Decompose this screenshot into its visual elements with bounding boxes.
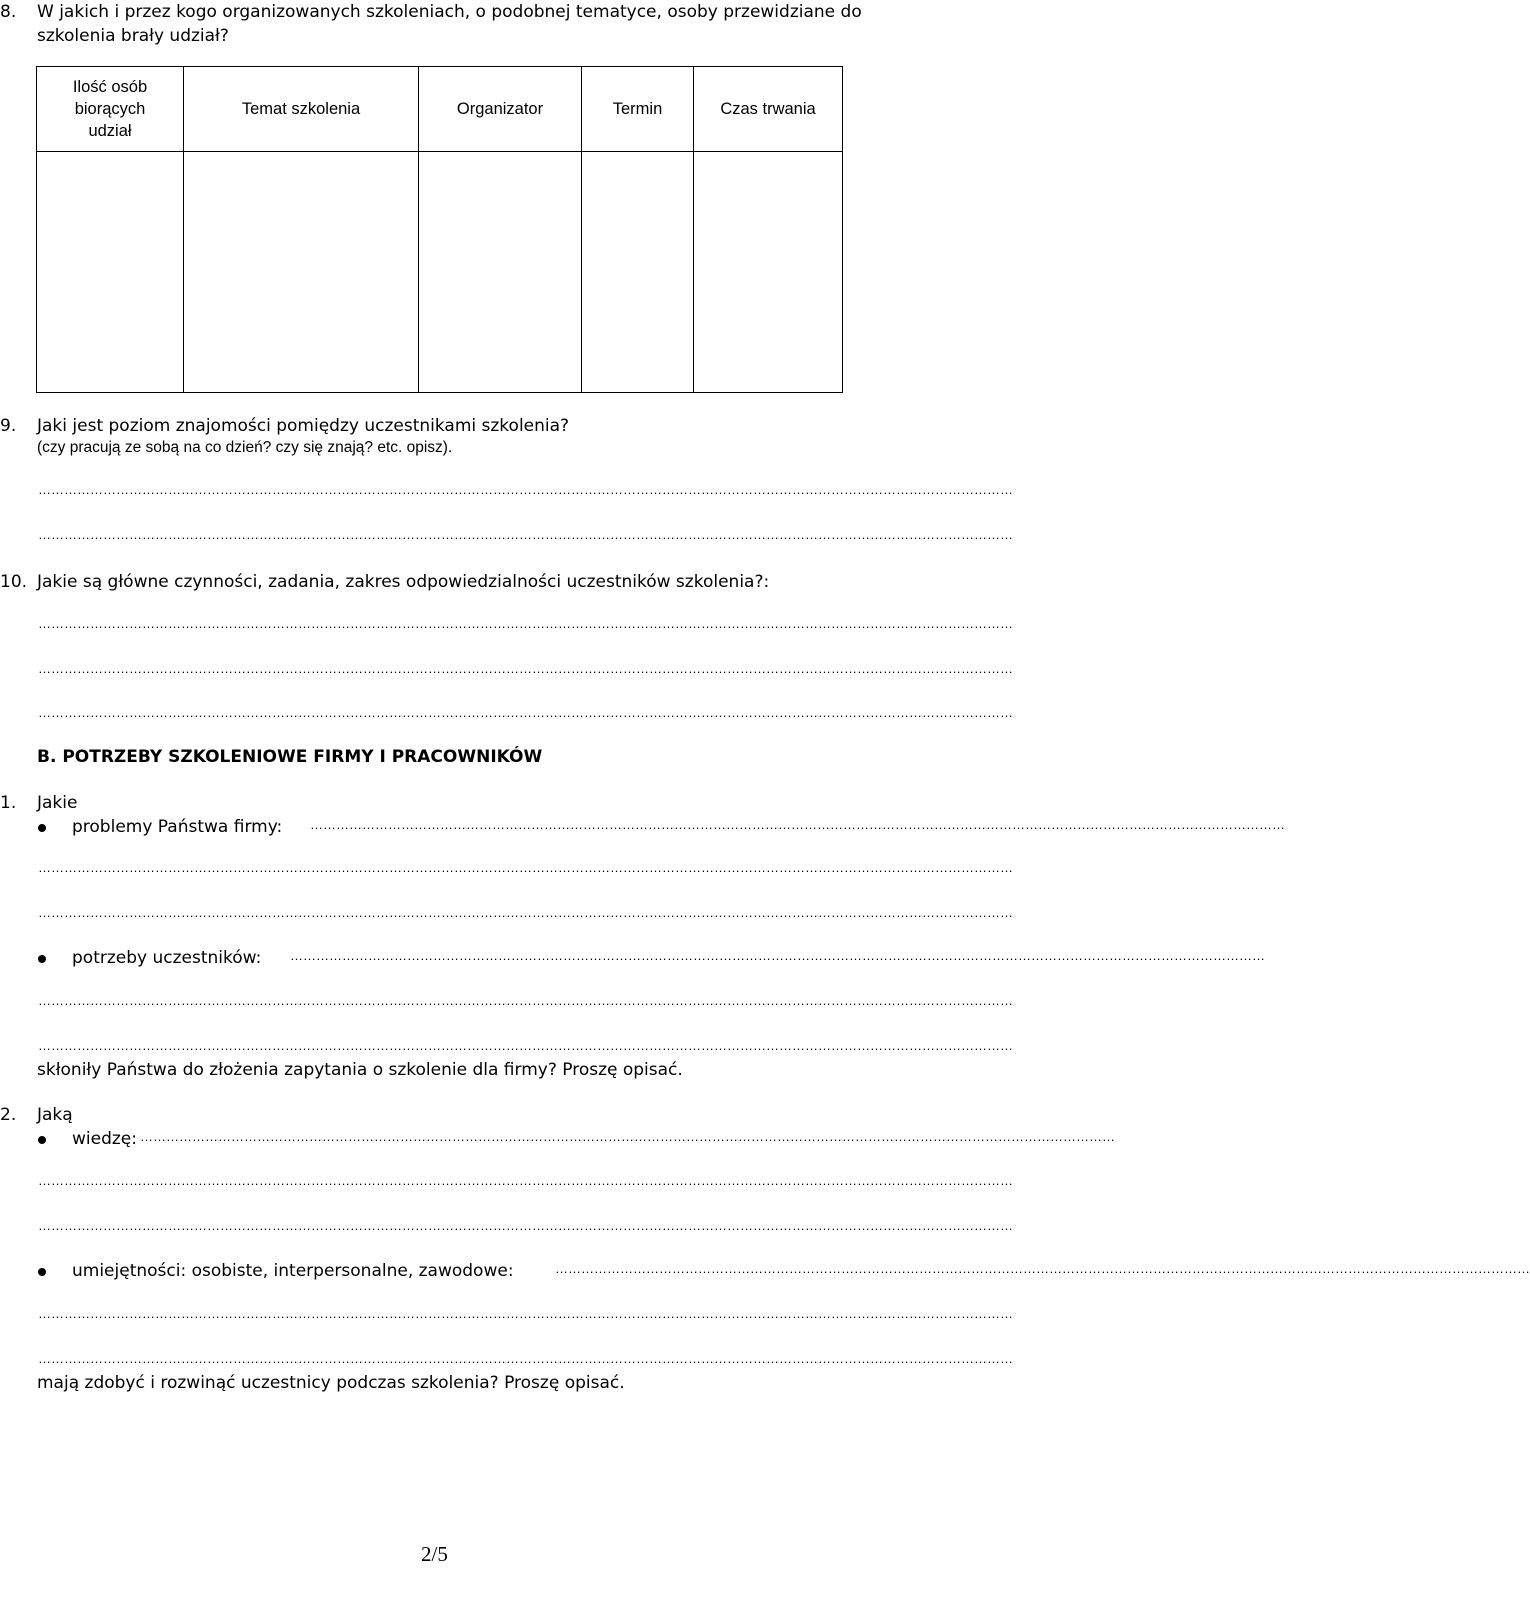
b2-bullet1-label: wiedzę: [72,1129,137,1149]
q8-number: 8. [0,2,17,22]
q9-subtext: (czy pracują ze sobą na co dzień? czy się znają? etc. opisz). [37,439,453,456]
table-cell[interactable] [37,152,184,393]
b1-bullet2-label: potrzeby uczestników: [72,948,262,968]
page-number: 2/5 [421,1542,448,1566]
table-row [37,152,843,393]
table-cell[interactable] [184,152,419,393]
trainings-table [36,66,843,393]
b2-lead: Jaką [37,1105,73,1125]
q10-text: Jakie są główne czynności, zadania, zakres odpowiedzialności uczestników szkolenia?: [37,572,770,592]
table-cell[interactable] [582,152,694,393]
answer-line-b1-problems-1[interactable]: ……………………………………………………………………………………………………………………………………………………………………………………………………… [38,860,1013,875]
header-organizer: Organizator [419,67,582,152]
answer-line-b2-knowledge-2[interactable]: ……………………………………………………………………………………………………………………………………………………………………………………………………… [38,1218,1013,1233]
q8-text-line1: W jakich i przez kogo organizowanych szkoleniach, o podobnej tematyce, osoby przewidziane do [37,2,862,22]
answer-line-b2-skills-1[interactable]: ……………………………………………………………………………………………………………………………………………………………………………………………………… [38,1306,1013,1321]
answer-line-b1-needs-inline[interactable]: ……………………………………………………………………………………………………………………………………………………………………………………………………… [290,948,1265,963]
q9-text: Jaki jest poziom znajomości pomiędzy uczestnikami szkolenia? [37,416,570,436]
header-topic: Temat szkolenia [184,67,419,152]
answer-line-b2-knowledge-1[interactable]: ……………………………………………………………………………………………………………………………………………………………………………………………………… [38,1173,1013,1188]
answer-line-q10-3[interactable]: ……………………………………………………………………………………………………………………………………………………………………………………………………… [38,705,1013,720]
answer-line-q10-1[interactable]: ……………………………………………………………………………………………………………………………………………………………………………………………………… [38,616,1013,631]
b1-lead: Jakie [37,793,78,813]
answer-line-b1-problems-2[interactable]: ……………………………………………………………………………………………………………………………………………………………………………………………………… [38,905,1013,920]
answer-line-b2-skills-inline[interactable]: ……………………………………………………………………………………………………………………………………………………………………………………………………… [555,1261,1530,1276]
b2-number: 2. [0,1105,17,1125]
table-cell[interactable] [419,152,582,393]
bullet-icon [38,955,46,963]
bullet-icon [38,824,46,832]
bullet-icon [38,1136,46,1144]
b2-closing: mają zdobyć i rozwinąć uczestnicy podczas szkolenia? Proszę opisać. [37,1373,625,1393]
b1-closing: skłoniły Państwa do złożenia zapytania o szkolenie dla firmy? Proszę opisać. [37,1060,683,1080]
answer-line-q9-2[interactable]: ……………………………………………………………………………………………………………………………………………………………………………………………………… [38,527,1013,542]
b2-bullet2-label: umiejętności: osobiste, interpersonalne, zawodowe: [72,1261,514,1281]
q9-number: 9. [0,416,17,436]
section-b-title: B. POTRZEBY SZKOLENIOWE FIRMY I PRACOWNIKÓW [37,747,543,767]
q8-text-line2: szkolenia brały udział? [37,26,229,46]
answer-line-b2-knowledge-inline[interactable]: ……………………………………………………………………………………………………………………………………………………………………………………………………… [140,1129,1115,1144]
header-duration: Czas trwania [694,67,843,152]
answer-line-b2-skills-2[interactable]: ……………………………………………………………………………………………………………………………………………………………………………………………………… [38,1351,1013,1366]
answer-line-q9-1[interactable]: ……………………………………………………………………………………………………………………………………………………………………………………………………… [38,482,1013,497]
header-participants: Ilość osób biorących udział [37,67,184,152]
answer-line-b1-problems-inline[interactable]: ……………………………………………………………………………………………………………………………………………………………………………………………………… [310,817,1285,832]
answer-line-b1-needs-2[interactable]: ……………………………………………………………………………………………………………………………………………………………………………………………………… [38,1038,1013,1053]
q10-number: 10. [0,572,28,592]
answer-line-b1-needs-1[interactable]: ……………………………………………………………………………………………………………………………………………………………………………………………………… [38,993,1013,1008]
answer-line-q10-2[interactable]: ……………………………………………………………………………………………………………………………………………………………………………………………………… [38,661,1013,676]
b1-bullet1-label: problemy Państwa firmy: [72,817,283,837]
table-cell[interactable] [694,152,843,393]
table-header-row [37,67,843,152]
b1-number: 1. [0,793,17,813]
bullet-icon [38,1268,46,1276]
header-date: Termin [582,67,694,152]
